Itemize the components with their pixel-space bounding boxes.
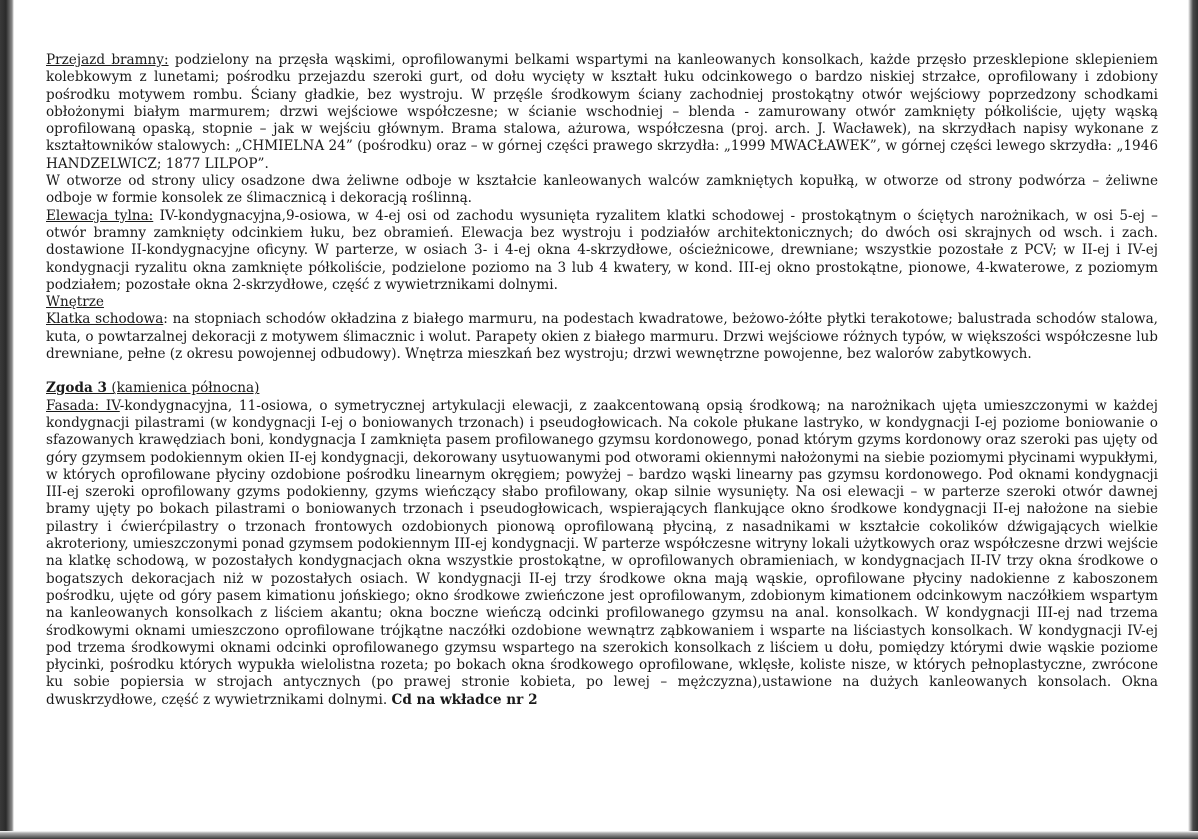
document-page (46, 52, 1158, 709)
continuation-note: Cd na wkładce nr 2 (391, 691, 538, 708)
paragraph-elewacja-tylna (46, 208, 1158, 294)
paragraph-text: : na stopniach schodów okładzina z białego marmuru, na podestach kwadratowe, beżowo-żółte płytki terakotowe; balustrada schodów stalowa, kuta, o powtarzalnej dekoracji z motywem ślimacznic i wolut. Parapety okien z białego marmuru. Drzwi wejściowe różnych typów, w większości współczesne lub drewniane, pełne (z okresu powojennej odbudowy). Wnętrza mieszkań bez wystroju; drzwi wewnętrzne powojenne, bez walorów zabytkowych. (46, 311, 1158, 363)
paragraph-text: -kondygnacyjna, 11-osiowa, o symetrycznej artykulacji elewacji, z zaakcentowaną opsią środkową; na narożnikach ujęta umieszczonymi w każdej kondygnacji pilastrami (w kondygnacji I-ej o boniowanych trzonach) i pseudogłowicach. Na cokole płukane lastryko, w kondygnacji I-ej poziome boniowanie o sfazowanych krawędziach boni, kondygnacja I zamknięta pasem profilowanego gzymsu kordonowego, ponad którym gzyms kordonowy oraz szeroki pas ujęty od góry gzymsem podokiennym okien II-ej kondygnacji, dekorowany usytuowanymi pod otworami okiennymi nałożonymi na siebie poziomymi płycinami wypukłymi, w których oprofilowane płyciny ozdobione pośrodku linearnym okręgiem; powyżej – bardzo wąski linearny pas gzymsu kordonowego. Pod oknami kondygnacji III-ej szeroki oprofilowany gzyms podokienny, gzyms wieńczący słabo profilowany, okap silnie wysunięty. Na osi elewacji – w parterze szeroki otwór dawnej bramy ujęty po bokach pilastrami o boniowanych trzonach i pseudogłowicach, wspierających flankujące okno środkowe kondygnacji II-ej nałożone na siebie pilastry i ćwierćpilastry o trzonach frontowych ozdobionych pionową oprofilowaną płyciną, z nasadnikami w kształcie cokolików dźwigających wielkie akroteriony, umieszczonymi ponad gzymsem podokiennym III-ej kondygnacji. W parterze współczesne witryny lokali użytkowych oraz współczesne drzwi wejście na klatkę schodową, w pozostałych kondygnacjach okna wszystkie prostokątne, w oprofilowanych obramieniach, w kondygnacjach II-IV trzy okna środkowe o bogatszych dekoracjach niż w pozostałych osiach. W kondygnacji II-ej trzy środkowe okna mają wąskie, oprofilowane płyciny nadokienne z kaboszonem pośrodku, ujęte od góry pasem kimationu jońskiego; okno środkowe zwieńczone jest oprofilowanym, zdobionym kimationem odcinkowym naczółkiem wspartym na kanleowanych konsolkach z liściem akantu; okna boczne wieńczą odcinki profilowanego gzymsu na anal. konsolkach. W kondygnacji III-ej nad trzema środkowymi oknami umieszczono oprofilowane trójkątne naczółki ozdobione wewnątrz ząbkowaniem i wsparte na liściastych konsolkach. W kondygnacji IV-ej pod trzema środkowymi oknami odcinki oprofilowanego gzymsu wspartego na szerokich konsolkach z liściem u dołu, pomiędzy którymi dwie wąskie poziome płycinki, pośrodku których wypukła wielolistna rozeta; po bokach okna środkowego oprofilowane, wklęsłe, koliste nisze, w których pełnoplastyczne, zwrócone ku sobie popiersia w strojach antycznych (po prawej stronie kobieta, po lewej – mężczyzna),ustawione na dużych kanleowanych konsolach. Okna dwuskrzydłowe, część z wywietrznikami dolnymi. (46, 397, 1158, 708)
section-label: Elewacja tylna: (46, 207, 154, 224)
section-label: Przejazd bramny: (46, 52, 169, 68)
paragraph-przejazd-bramny (46, 52, 1158, 173)
section-label: Fasada: IV (46, 397, 120, 414)
heading-rest: (kamienica północna) (107, 380, 260, 397)
section-label: Klatka schodowa (46, 311, 164, 328)
paragraph-odboje: W otworze od strony ulicy osadzone dwa żeliwne odboje w kształcie kanleowanych walców zamkniętych kopułką, w otworze od strony podwórza – żeliwne odboje w formie konsolek ze ślimacznicą i dekoracją roślinną. (46, 173, 1158, 207)
spacer (46, 363, 1158, 380)
scan-frame-right (1188, 0, 1198, 839)
paragraph-klatka-schodowa (46, 311, 1158, 363)
paragraph-text: IV-kondygnacyjna,9-osiowa, w 4-ej osi od zachodu wysunięta ryzalitem klatki schodowej - prostokątnym o ściętych narożnikach, w osi 5-ej – otwór bramny zamknięty odcinkiem łuku, bez obramień. Elewacja bez wystroju i podziałów architektonicznych; do dwóch osi skrajnych od wsch. i zach. dostawione II-kondygnacyjne oficyny. W parterze, w osiach 3- i 4-ej okna 4-skrzydłowe, ościeżnicowe, drewniane; wszystkie pozostałe z PCV; w II-ej i IV-ej kondygnacji ryzalitu okna zamknięte półkoliście, podzielone poziomo na 3 lub 4 kwatery, w kond. III-ej okno prostokątne, pionowe, 4-kwaterowe, z poziomym podziałem; pozostałe okna 2-skrzydłowe, część z wywietrznikami dolnymi. (46, 207, 1158, 293)
paragraph-text: podzielony na przęsła wąskimi, oprofilowanymi belkami wspartymi na kanleowanych konsolkach, każde przęsło przesklepione sklepieniem kolebkowym z lunetami; pośrodku przejazdu szeroki gurt, od dołu wycięty w kształt łuku odcinkowego o bardzo niskiej strzałce, oprofilowany i zdobiony pośrodku motywem rombu. Ściany gładkie, bez wystroju. W przęśle środkowym ściany zachodniej prostokątny otwór wejściowy poprzedzony schodkami obłożonymi białym marmurem; drzwi wejściowe współczesne; w ścianie wschodniej – blenda - zamurowany otwór zamknięty półkoliście, ujęty wąską oprofilowaną opaską, stopnie – jak w wejściu głównym. Brama stalowa, ażurowa, współczesna (proj. arch. J. Wacławek), na skrzydłach napisy wykonane z kształtowników stalowych: „CHMIELNA 24” (pośrodku) oraz – w górnej części prawego skrzydła: „1999 MWACŁAWEK”, w górnej części lewego skrzydła: „1946 HANDZELWICZ; 1877 LILPOP”. (46, 52, 1158, 172)
scan-frame-left (0, 0, 14, 839)
paragraph-fasada (46, 398, 1158, 709)
heading-bold: Zgoda 3 (46, 380, 107, 397)
scan-frame-bottom (0, 831, 1198, 839)
heading-zgoda-3 (46, 380, 1158, 397)
heading-wnetrze: Wnętrze (46, 294, 104, 311)
